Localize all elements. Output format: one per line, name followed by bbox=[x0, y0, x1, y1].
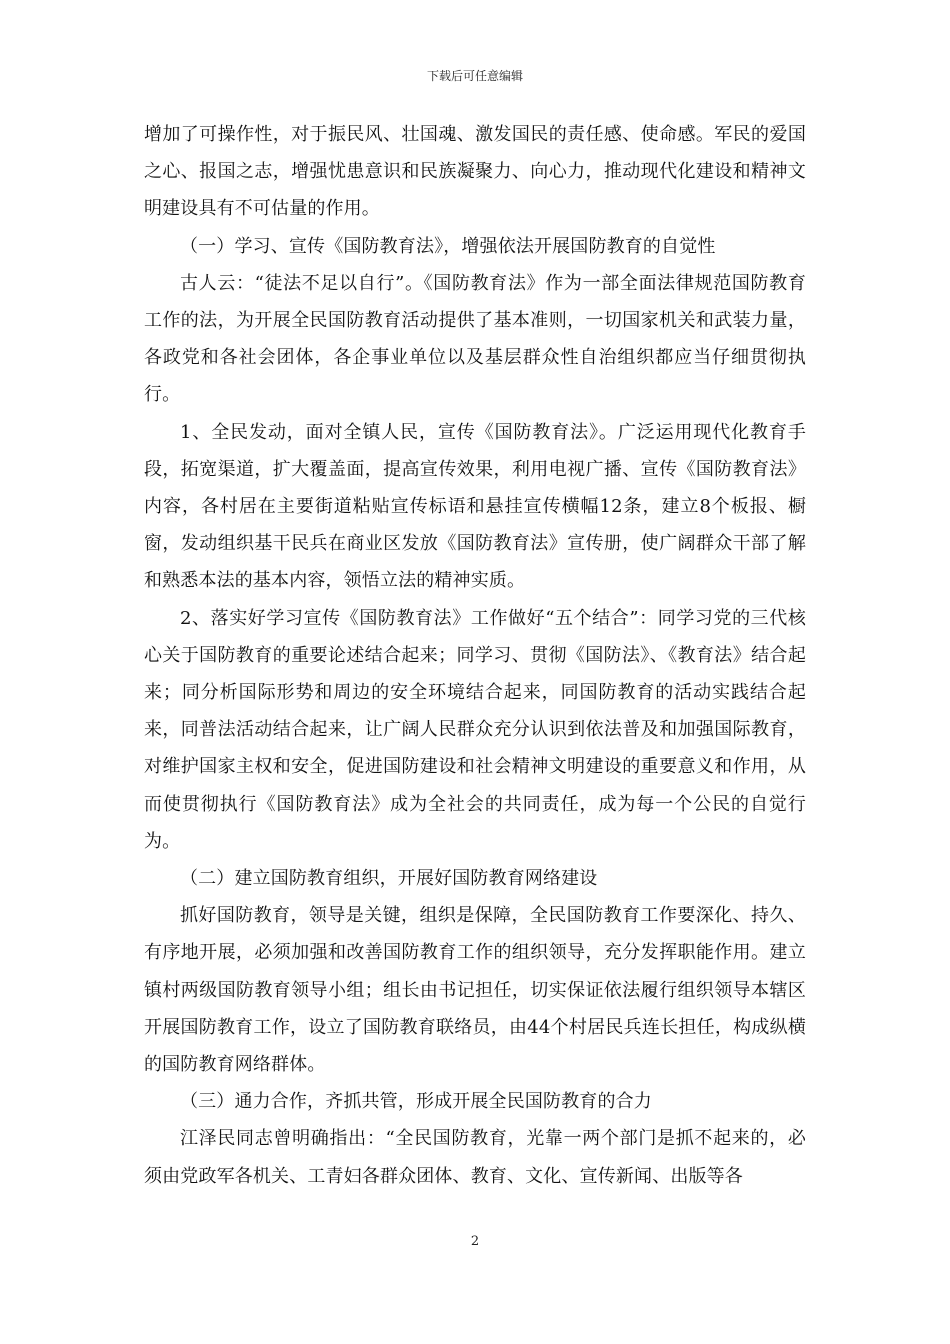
document-body bbox=[144, 116, 806, 1195]
paragraph: 2、落实好学习宣传《国防教育法》工作做好“五个结合”：同学习党的三代核心关于国防教育的重要论述结合起来；同学习、贯彻《国防法》、《教育法》结合起来；同分析国际形势和周边的安全环境结合起来，同国防教育的活动实践结合起来，同普法活动结合起来，让广阔人民群众充分认识到依法普及和加强国际教育，对维护国家主权和安全，促进国防建设和社会精神文明建设的重要意义和作用，从而使贯彻执行《国防教育法》成为全社会的共同责任，成为每一个公民的自觉行为。 bbox=[144, 607, 806, 852]
section-heading: （二）建立国防教育组织，开展好国防教育网络建设 bbox=[180, 868, 598, 890]
section-heading: （一）学习、宣传《国防教育法》，增强依法开展国防教育的自觉性 bbox=[180, 235, 716, 257]
paragraph: 江泽民同志曾明确指出：“全民国防教育，光靠一两个部门是抓不起来的，必须由党政军各机关、工青妇各群众团体、教育、文化、宣传新闻、出版等各 bbox=[144, 1128, 806, 1187]
paragraph: 抓好国防教育，领导是关键，组织是保障，全民国防教育工作要深化、持久、有序地开展，必须加强和改善国防教育工作的组织领导，充分发挥职能作用。建立镇村两级国防教育领导小组；组长由书记担任，切实保证依法履行组织领导本辖区开展国防教育工作，设立了国防教育联络员，由44个村居民兵连长担任，构成纵横的国防教育网络群体。 bbox=[144, 905, 806, 1076]
section-heading: （三）通力合作，齐抓共管，形成开展全民国防教育的合力 bbox=[180, 1091, 652, 1113]
paragraph: 增加了可操作性，对于振民风、壮国魂、激发国民的责任感、使命感。军民的爱国之心、报国之志，增强忧患意识和民族凝聚力、向心力，推动现代化建设和精神文明建设具有不可估量的作用。 bbox=[144, 124, 806, 220]
paragraph: 古人云：“徒法不足以自行”。《国防教育法》作为一部全面法律规范国防教育工作的法，为开展全民国防教育活动提供了基本准则，一切国家机关和武装力量，各政党和各社会团体，各企事业单位以及基层群众性自治组织都应当仔细贯彻执行。 bbox=[144, 272, 806, 406]
page-header: 下载后可任意编辑 bbox=[426, 69, 523, 83]
paragraph: 1、全民发动，面对全镇人民，宣传《国防教育法》。广泛运用现代化教育手段，拓宽渠道，扩大覆盖面，提高宣传效果，利用电视广播、宣传《国防教育法》内容，各村居在主要街道粘贴宣传标语和悬挂宣传横幅12条，建立8个板报、橱窗，发动组织基干民兵在商业区发放《国防教育法》宣传册，使广阔群众干部了解和熟悉本法的基本内容，领悟立法的精神实质。 bbox=[144, 421, 806, 592]
page-number: 2 bbox=[470, 1234, 480, 1249]
